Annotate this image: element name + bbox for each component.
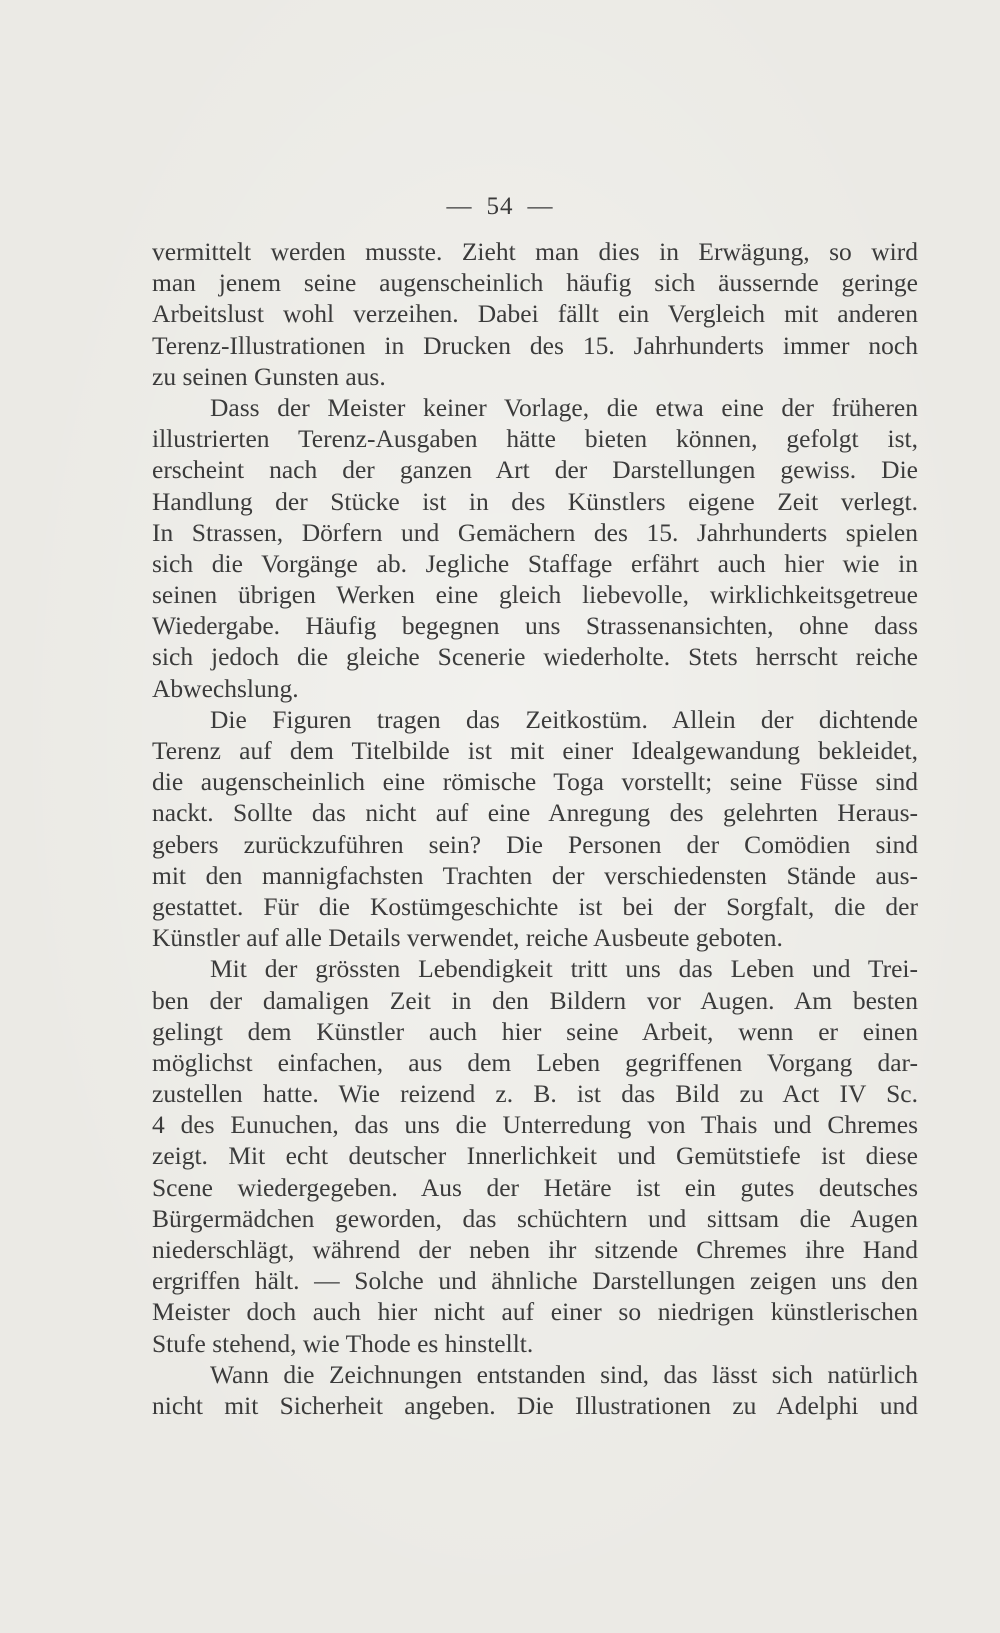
- text-line: möglichst einfachen, aus dem Leben gegriffenen Vorgang dar-: [152, 1047, 918, 1077]
- text-line: Wiedergabe. Häufig begegnen uns Strassenansichten, ohne dass: [152, 611, 918, 641]
- text-line: seinen übrigen Werken eine gleich liebevolle, wirklichkeitsgetreue: [152, 580, 918, 610]
- text-line: Die Figuren tragen das Zeitkostüm. Allein der dichtende: [210, 704, 918, 734]
- text-line: Dass der Meister keiner Vorlage, die etwa eine der früheren: [210, 392, 918, 422]
- text-line: Mit der grössten Lebendigkeit tritt uns das Leben und Trei-: [210, 954, 918, 984]
- page-number-dash-left: —: [446, 193, 473, 220]
- paragraph-1: [152, 236, 918, 392]
- text-line: zustellen hatte. Wie reizend z. B. ist das Bild zu Act IV Sc.: [152, 1079, 918, 1109]
- text-line: sich die Vorgänge ab. Jegliche Staffage erfährt auch hier wie in: [152, 548, 918, 578]
- text-line: sich jedoch die gleiche Scenerie wiederholte. Stets herrscht reiche: [152, 642, 918, 672]
- text-line: niederschlägt, während der neben ihr sitzende Chremes ihre Hand: [152, 1235, 918, 1264]
- page-number-dash-right: —: [527, 193, 554, 220]
- text-line: Wann die Zeichnungen entstanden sind, das lässt sich natürlich: [210, 1359, 918, 1389]
- paragraph-4: [152, 953, 918, 1358]
- text-line: nicht mit Sicherheit angeben. Die Illustrationen zu Adelphi und: [152, 1390, 918, 1420]
- body-text: [152, 236, 918, 1421]
- text-line: ben der damaligen Zeit in den Bildern vor Augen. Am besten: [152, 985, 918, 1015]
- text-line: erscheint nach der ganzen Art der Darstellungen gewiss. Die: [152, 455, 918, 485]
- text-line: vermittelt werden musste. Zieht man dies in Erwägung, so wird: [152, 237, 918, 266]
- text-line: Terenz auf dem Titelbilde ist mit einer Idealgewandung bekleidet,: [152, 736, 918, 765]
- text-line: die augenscheinlich eine römische Toga vorstellt; seine Füsse sind: [152, 767, 918, 797]
- text-line: illustrierten Terenz-Ausgaben hätte bieten können, gefolgt ist,: [152, 424, 918, 454]
- text-line: Stufe stehend, wie Thode es hinstellt.: [152, 1328, 534, 1358]
- page-number: 54: [486, 193, 514, 220]
- text-line: nackt. Sollte das nicht auf eine Anregung des gelehrten Heraus-: [152, 798, 918, 828]
- text-line: gelingt dem Künstler auch hier seine Arbeit, wenn er einen: [152, 1016, 918, 1046]
- text-line: 4 des Eunuchen, das uns die Unterredung von Thais und Chremes: [152, 1110, 918, 1140]
- paragraph-3: [152, 704, 918, 954]
- paragraph-5: [152, 1359, 918, 1421]
- text-line: Abwechslung.: [152, 673, 299, 703]
- text-line: mit den mannigfachsten Trachten der verschiedensten Stände aus-: [152, 860, 918, 890]
- text-line: zu seinen Gunsten aus.: [152, 361, 386, 391]
- text-line: Scene wiedergegeben. Aus der Hetäre ist ein gutes deutsches: [152, 1172, 918, 1202]
- text-line: Terenz-Illustrationen in Drucken des 15. Jahrhunderts immer noch: [152, 330, 918, 360]
- text-line: man jenem seine augenscheinlich häufig sich äussernde geringe: [152, 268, 918, 298]
- text-line: gebers zurückzuführen sein? Die Personen der Comödien sind: [152, 829, 918, 859]
- text-line: In Strassen, Dörfern und Gemächern des 15. Jahrhunderts spielen: [152, 517, 918, 547]
- page-number-header: [0, 193, 1000, 221]
- text-line: Künstler auf alle Details verwendet, reiche Ausbeute geboten.: [152, 923, 783, 953]
- text-line: zeigt. Mit echt deutscher Innerlichkeit und Gemütstiefe ist diese: [152, 1141, 918, 1171]
- paragraph-2: [152, 392, 918, 704]
- text-line: Handlung der Stücke ist in des Künstlers eigene Zeit verlegt.: [152, 486, 918, 516]
- text-line: Arbeitslust wohl verzeihen. Dabei fällt ein Vergleich mit anderen: [152, 299, 918, 329]
- text-line: gestattet. Für die Kostümgeschichte ist bei der Sorgfalt, die der: [152, 891, 918, 921]
- text-line: ergriffen hält. — Solche und ähnliche Darstellungen zeigen uns den: [152, 1266, 918, 1296]
- text-line: Bürgermädchen geworden, das schüchtern und sittsam die Augen: [152, 1203, 918, 1233]
- text-line: Meister doch auch hier nicht auf einer so niedrigen künstlerischen: [152, 1297, 918, 1327]
